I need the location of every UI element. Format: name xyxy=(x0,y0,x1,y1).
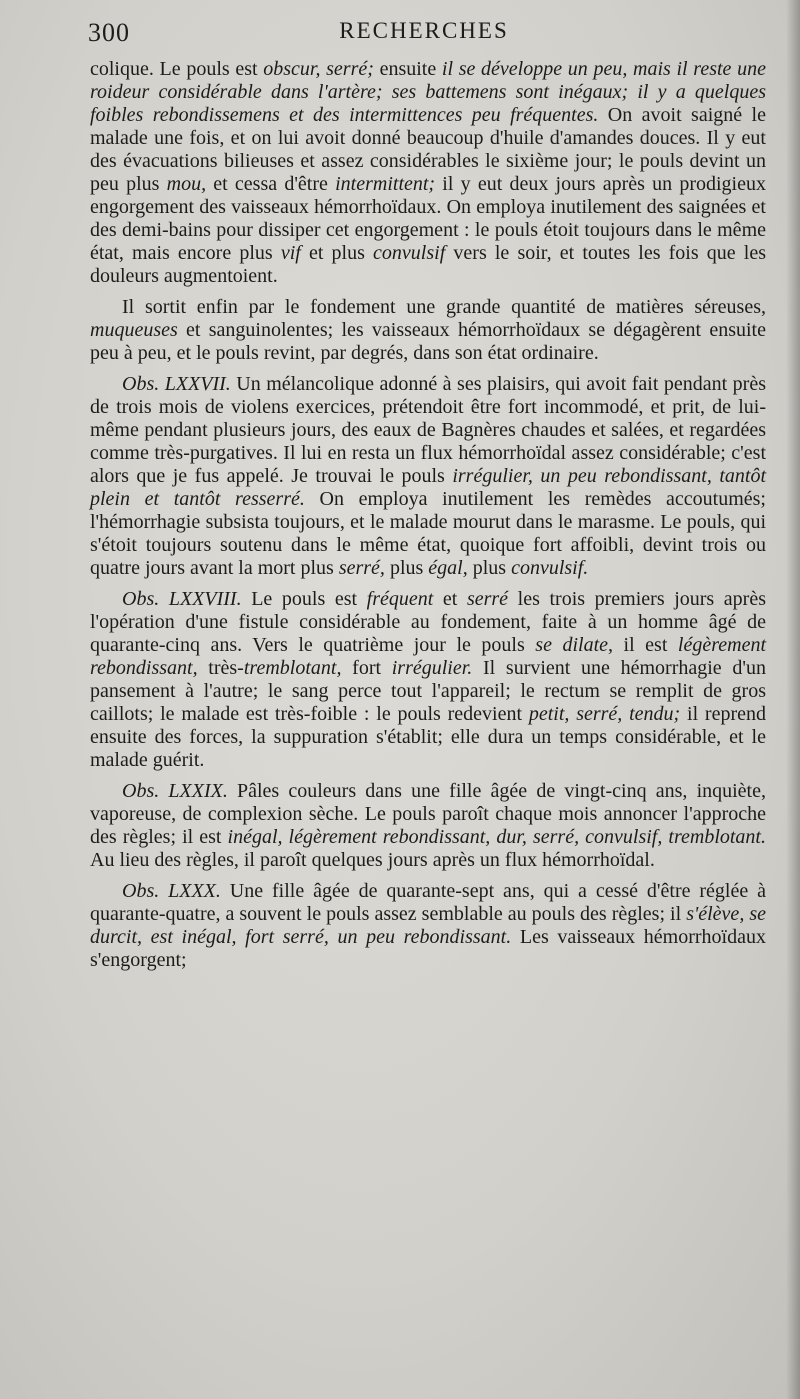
body-text xyxy=(90,58,766,980)
text-segment: On employa inutilement les remèdes accoutumés; l'hémorrhagie subsista toujours, et le malade mourut dans le marasme. Le pouls, qui s'étoit toujours soutenu dans le même état, quoique fort affoibli, devint trois ou quatre jours avant la mort plus xyxy=(90,488,766,579)
text-segment: il y eut deux jours après un prodigieux engorgement des vaisseaux hémorrhoïdaux. On employa inutilement des saignées et des demi-bains pour dissiper cet engorgement : le pouls étoit toujours dans le même état, mais encore plus xyxy=(90,173,766,264)
text-segment: fort xyxy=(341,657,392,679)
text-segment: il est xyxy=(613,634,678,656)
text-segment: plus xyxy=(384,557,429,579)
page-edge-shadow xyxy=(786,0,800,1399)
italic-text-segment: Obs. LXXVII. xyxy=(122,373,231,395)
text-segment: très- xyxy=(197,657,244,679)
italic-text-segment: se dilate, xyxy=(535,634,614,656)
italic-text-segment: convulsif xyxy=(373,242,446,264)
text-segment: Le pouls est xyxy=(241,588,367,610)
text-segment: Un mélancolique adonné à ses plaisirs, qui avoit fait pendant près de trois mois de violens exercices, prétendoit être fort incommodé, et prit, de lui-même pendant plusieurs jours, des eaux de Bagnères chaudes et salées, et regardées comme très-purgatives. Il lui en resta un flux hémorrhoïdal assez considérable; c'est alors que je fus appelé. Je trouvai le pouls xyxy=(90,373,766,487)
italic-text-segment: fréquent xyxy=(366,588,434,610)
italic-text-segment: Obs. LXXIX. xyxy=(122,780,228,802)
paragraph xyxy=(90,373,766,580)
italic-text-segment: il se développe un peu, mais il reste une roideur considérable dans l'artère; ses battemens sont inégaux; il y a quelques foibles rebondissemens et des intermittences peu fréquentes. xyxy=(90,58,766,126)
text-segment: Il survient une hémorrhagie d'un pansement à l'autre; le sang perce tout l'appareil; le rectum se remplit de gros caillots; le malade est très-foible : le pouls redevient xyxy=(90,657,766,725)
italic-text-segment: irrégulier. xyxy=(391,657,473,679)
page-number: 300 xyxy=(88,18,130,47)
text-segment: et sanguinolentes; les vaisseaux hémorrhoïdaux se dégagèrent ensuite peu à peu, et le pouls revint, par degrés, dans son état ordinaire. xyxy=(90,319,766,364)
italic-text-segment: Obs. LXXVIII. xyxy=(122,588,242,610)
italic-text-segment: mou, xyxy=(166,173,207,195)
text-segment: Les vaisseaux hémorrhoïdaux s'engorgent; xyxy=(90,926,766,971)
italic-text-segment: s'élève, se durcit, est inégal, fort serré, un peu rebondissant. xyxy=(90,903,766,948)
text-segment: les trois premiers jours après l'opération d'une fistule considérable au fondement, faite à un homme âgé de quarante-cinq ans. Vers le quatrième jour le pouls xyxy=(90,588,767,656)
paragraph xyxy=(90,780,766,872)
italic-text-segment: irrégulier, un peu rebondissant, tantôt plein et tantôt resserré. xyxy=(90,465,766,510)
text-segment: plus xyxy=(467,557,512,579)
running-head: RECHERCHES xyxy=(339,18,509,43)
italic-text-segment: légèrement rebondissant, xyxy=(90,634,766,679)
italic-text-segment: intermittent; xyxy=(335,173,436,195)
text-segment: Pâles couleurs dans une fille âgée de vingt-cinq ans, inquiète, vaporeuse, de complexion sèche. Le pouls paroît chaque mois annoncer l'approche des règles; il est xyxy=(90,780,766,848)
paragraph xyxy=(90,880,766,972)
text-segment: il reprend ensuite des forces, la suppuration s'établit; elle dura un temps considérable, et le malade guérit. xyxy=(90,703,767,771)
italic-text-segment: serré, xyxy=(338,557,385,579)
italic-text-segment: égal, xyxy=(428,557,468,579)
italic-text-segment: convulsif. xyxy=(511,557,589,579)
text-segment: Une fille âgée de quarante-sept ans, qui a cessé d'être réglée à quarante-quatre, a souvent le pouls assez semblable au pouls des règles; il xyxy=(90,880,767,925)
italic-text-segment: obscur, serré; xyxy=(263,58,374,80)
text-segment: et cessa d'être xyxy=(206,173,336,195)
italic-text-segment: inégal, légèrement rebondissant, dur, serré, convulsif, tremblotant. xyxy=(227,826,766,848)
italic-text-segment: tremblotant, xyxy=(243,657,342,679)
text-segment: Au lieu des règles, il paroît quelques jours après un flux hémorrhoïdal. xyxy=(90,849,655,871)
text-segment: ensuite xyxy=(373,58,442,80)
paragraph xyxy=(90,58,766,288)
italic-text-segment: Obs. LXXX. xyxy=(122,880,221,902)
text-segment: colique. Le pouls est xyxy=(90,58,264,80)
italic-text-segment: serré xyxy=(466,588,509,610)
text-segment: et xyxy=(433,588,467,610)
text-segment: et plus xyxy=(300,242,374,264)
text-segment: vers le soir, et toutes les fois que les douleurs augmentoient. xyxy=(90,242,766,287)
paragraph xyxy=(90,588,766,772)
text-segment: On avoit saigné le malade une fois, et on lui avoit donné beaucoup d'huile d'amandes douces. Il y eut des évacuations bilieuses et assez considérables le sixième jour; le pouls devint un peu plus xyxy=(90,104,766,195)
italic-text-segment: vif xyxy=(280,242,301,264)
paragraph xyxy=(90,296,766,365)
page-header xyxy=(88,14,760,48)
italic-text-segment: muqueuses xyxy=(90,319,178,341)
italic-text-segment: petit, serré, tendu; xyxy=(528,703,681,725)
text-segment: Il sortit enfin par le fondement une grande quantité de matières séreuses, xyxy=(122,296,766,318)
